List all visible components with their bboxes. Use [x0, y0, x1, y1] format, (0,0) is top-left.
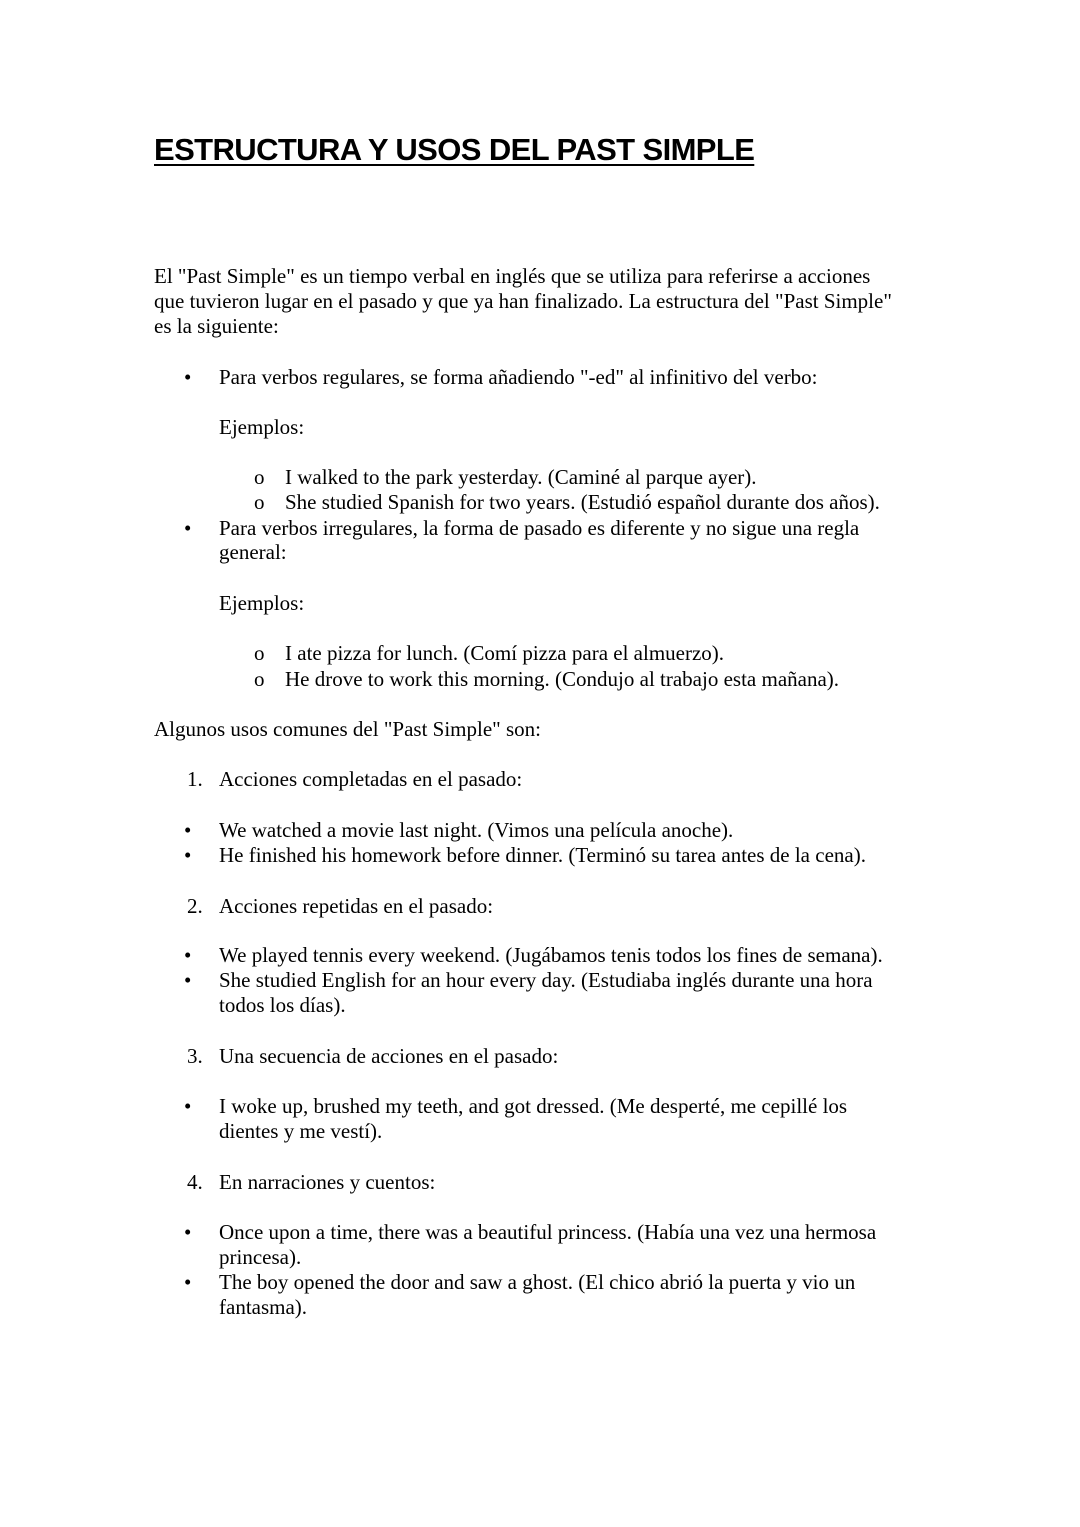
bullet-icon: •	[184, 365, 192, 389]
example-item: She studied English for an hour every day. (Estudiaba inglés durante una hora	[219, 968, 873, 992]
sub-bullet-icon: o	[254, 490, 265, 514]
sub-bullet-icon: o	[254, 465, 265, 489]
example-item: Once upon a time, there was a beautiful princess. (Había una vez una hermosa	[219, 1220, 877, 1244]
example-item: I woke up, brushed my teeth, and got dressed. (Me desperté, me cepillé los	[219, 1094, 848, 1118]
use-number: 2.	[187, 894, 203, 918]
bullet-icon: •	[184, 968, 192, 992]
irregular-verbs-rule: Para verbos irregulares, la forma de pasado es diferente y no sigue una regla	[219, 516, 860, 540]
examples-label: Ejemplos:	[219, 415, 305, 439]
use-number: 1.	[187, 767, 203, 791]
use-heading: Acciones completadas en el pasado:	[219, 767, 523, 791]
example-item: He drove to work this morning. (Condujo al trabajo esta mañana).	[285, 667, 840, 691]
bullet-icon: •	[184, 1220, 192, 1244]
intro-line: es la siguiente:	[154, 314, 279, 338]
bullet-icon: •	[184, 943, 192, 967]
page-title: ESTRUCTURA Y USOS DEL PAST SIMPLE	[154, 132, 755, 167]
use-heading: Una secuencia de acciones en el pasado:	[219, 1044, 559, 1068]
uses-intro: Algunos usos comunes del "Past Simple" son:	[154, 717, 541, 741]
example-item: She studied Spanish for two years. (Estudió español durante dos años).	[285, 490, 880, 514]
bullet-icon: •	[184, 516, 192, 540]
example-item: The boy opened the door and saw a ghost. (El chico abrió la puerta y vio un	[219, 1270, 856, 1294]
sub-bullet-icon: o	[254, 667, 265, 691]
use-heading: En narraciones y cuentos:	[219, 1170, 436, 1194]
example-item: I ate pizza for lunch. (Comí pizza para el almuerzo).	[285, 641, 725, 665]
example-item: We played tennis every weekend. (Jugábamos tenis todos los fines de semana).	[219, 943, 883, 967]
intro-line: El "Past Simple" es un tiempo verbal en inglés que se utiliza para referirse a acciones	[154, 264, 871, 288]
intro-line: que tuvieron lugar en el pasado y que ya han finalizado. La estructura del "Past Simple"	[154, 289, 892, 313]
bullet-icon: •	[184, 1270, 192, 1294]
example-item: I walked to the park yesterday. (Caminé al parque ayer).	[285, 465, 757, 489]
irregular-verbs-rule: general:	[219, 540, 287, 564]
example-item: princesa).	[219, 1245, 302, 1269]
bullet-icon: •	[184, 818, 192, 842]
bullet-icon: •	[184, 1094, 192, 1118]
use-number: 3.	[187, 1044, 203, 1068]
sub-bullet-icon: o	[254, 641, 265, 665]
use-heading: Acciones repetidas en el pasado:	[219, 894, 494, 918]
example-item: dientes y me vestí).	[219, 1119, 383, 1143]
examples-label: Ejemplos:	[219, 591, 305, 615]
example-item: We watched a movie last night. (Vimos una película anoche).	[219, 818, 734, 842]
example-item: todos los días).	[219, 993, 346, 1017]
example-item: fantasma).	[219, 1295, 308, 1319]
bullet-icon: •	[184, 843, 192, 867]
regular-verbs-rule: Para verbos regulares, se forma añadiendo "-ed" al infinitivo del verbo:	[219, 365, 818, 389]
use-number: 4.	[187, 1170, 203, 1194]
example-item: He finished his homework before dinner. (Terminó su tarea antes de la cena).	[219, 843, 866, 867]
